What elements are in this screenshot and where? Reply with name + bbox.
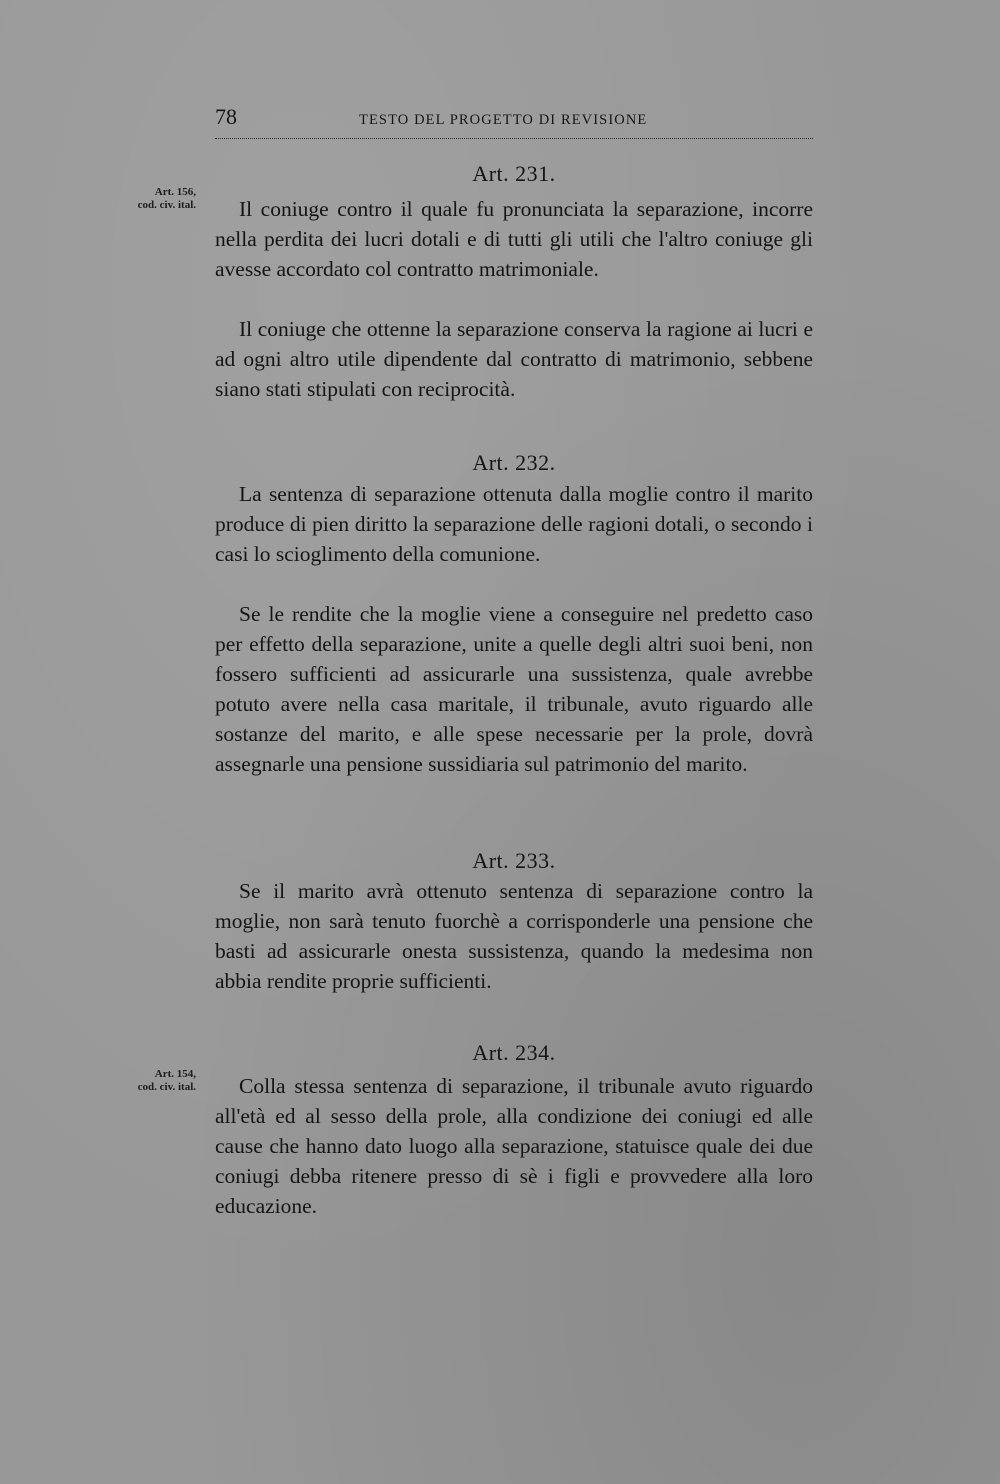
running-head	[215, 104, 813, 138]
article-232-paragraph-1: La sentenza di separazione ottenuta dalla moglie contro il marito produce di pien diritto la separazione delle ragioni dotali, o secondo i casi lo scioglimento della comunione.	[215, 482, 813, 566]
article-heading-231: Art. 231.	[472, 161, 556, 186]
article-heading-234: Art. 234.	[472, 1040, 556, 1065]
running-title: TESTO DEL PROGETTO DI REVISIONE	[359, 112, 648, 128]
margin-note-art-234	[104, 1068, 196, 1094]
margin-note-line: Art. 156,	[154, 186, 196, 198]
article-234-paragraph-1: Colla stessa sentenza di separazione, il tribunale avuto riguardo all'età ed al sesso della prole, alla condizione dei coniugi ed alle cause che hanno dato luogo alla separazione, statuisce quale dei due coniugi debba ritenere presso di sè i figli e provvedere alla loro educazione.	[215, 1074, 813, 1218]
margin-note-art-231	[104, 186, 196, 212]
margin-note-line: cod. civ. ital.	[137, 1081, 196, 1093]
article-233-paragraph-1: Se il marito avrà ottenuto sentenza di separazione contro la moglie, non sarà tenuto fuorchè a corrisponderle una pensione che basti ad assicurarle onesta sussistenza, quando la medesima non abbia rendite proprie sufficienti.	[215, 879, 813, 993]
header-rule	[215, 138, 813, 139]
article-231-paragraph-2: Il coniuge che ottenne la separazione conserva la ragione ai lucri e ad ogni altro utile dipendente dal contratto di matrimonio, sebbene siano stati stipulati con reciprocità.	[215, 317, 813, 401]
article-heading-233: Art. 233.	[472, 848, 556, 873]
margin-note-line: Art. 154,	[154, 1068, 196, 1080]
article-heading-232: Art. 232.	[472, 450, 556, 475]
page-number: 78	[215, 104, 237, 129]
margin-note-line: cod. civ. ital.	[137, 199, 196, 211]
article-231-paragraph-1: Il coniuge contro il quale fu pronunciata la separazione, incorre nella perdita dei lucri dotali e di tutti gli utili che l'altro coniuge gli avesse accordato col contratto matrimoniale.	[215, 197, 813, 281]
article-232-paragraph-2: Se le rendite che la moglie viene a conseguire nel predetto caso per effetto della separazione, unite a quelle degli altri suoi beni, non fossero sufficienti ad assicurarle una sussistenza, quale avrebbe potuto avere nella casa maritale, il tribunale, avuto riguardo alle sostanze del marito, e alle spese necessarie per la prole, dovrà assegnarle una pensione sussidiaria sul patrimonio del marito.	[215, 602, 813, 776]
